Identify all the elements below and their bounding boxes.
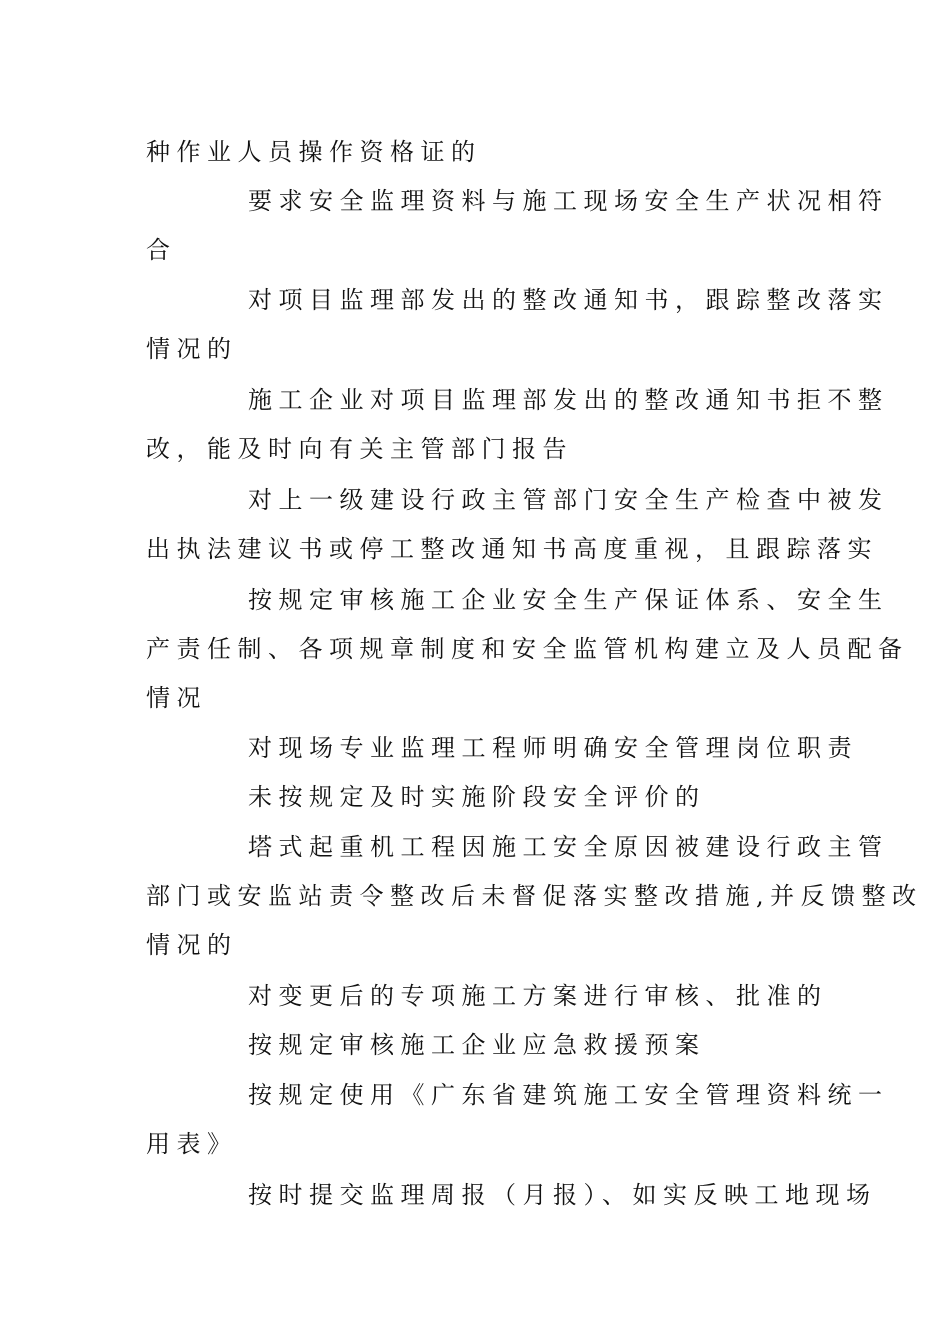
text-line: 情况的 bbox=[146, 931, 238, 959]
text-line: 部门或安监站责令整改后未督促落实整改措施,并反馈整改 bbox=[146, 882, 923, 910]
text-line: 要求安全监理资料与施工现场安全生产状况相符 bbox=[248, 187, 889, 215]
text-line: 对上一级建设行政主管部门安全生产检查中被发 bbox=[248, 486, 889, 514]
text-line: 按时提交监理周报（月报）、如实反映工地现场 bbox=[248, 1181, 877, 1209]
text-line: 施工企业对项目监理部发出的整改通知书拒不整 bbox=[248, 386, 889, 414]
text-line: 改，能及时向有关主管部门报告 bbox=[146, 435, 573, 463]
text-line: 合 bbox=[146, 236, 177, 264]
text-line: 按规定审核施工企业应急救援预案 bbox=[248, 1031, 706, 1059]
text-line: 对变更后的专项施工方案进行审核、批准的 bbox=[248, 982, 828, 1010]
text-line: 对项目监理部发出的整改通知书，跟踪整改落实 bbox=[248, 286, 889, 314]
text-line: 用表》 bbox=[146, 1130, 238, 1158]
text-line: 按规定审核施工企业安全生产保证体系、安全生 bbox=[248, 586, 889, 614]
text-line: 按规定使用《广东省建筑施工安全管理资料统一 bbox=[248, 1081, 889, 1109]
text-line: 产责任制、各项规章制度和安全监管机构建立及人员配备 bbox=[146, 635, 909, 663]
text-line: 未按规定及时实施阶段安全评价的 bbox=[248, 783, 706, 811]
text-line: 出执法建议书或停工整改通知书高度重视，且跟踪落实 bbox=[146, 535, 878, 563]
text-line: 情况 bbox=[146, 684, 207, 712]
text-line: 种作业人员操作资格证的 bbox=[146, 138, 482, 166]
text-line: 对现场专业监理工程师明确安全管理岗位职责 bbox=[248, 734, 858, 762]
text-line: 塔式起重机工程因施工安全原因被建设行政主管 bbox=[248, 833, 889, 861]
text-line: 情况的 bbox=[146, 335, 238, 363]
